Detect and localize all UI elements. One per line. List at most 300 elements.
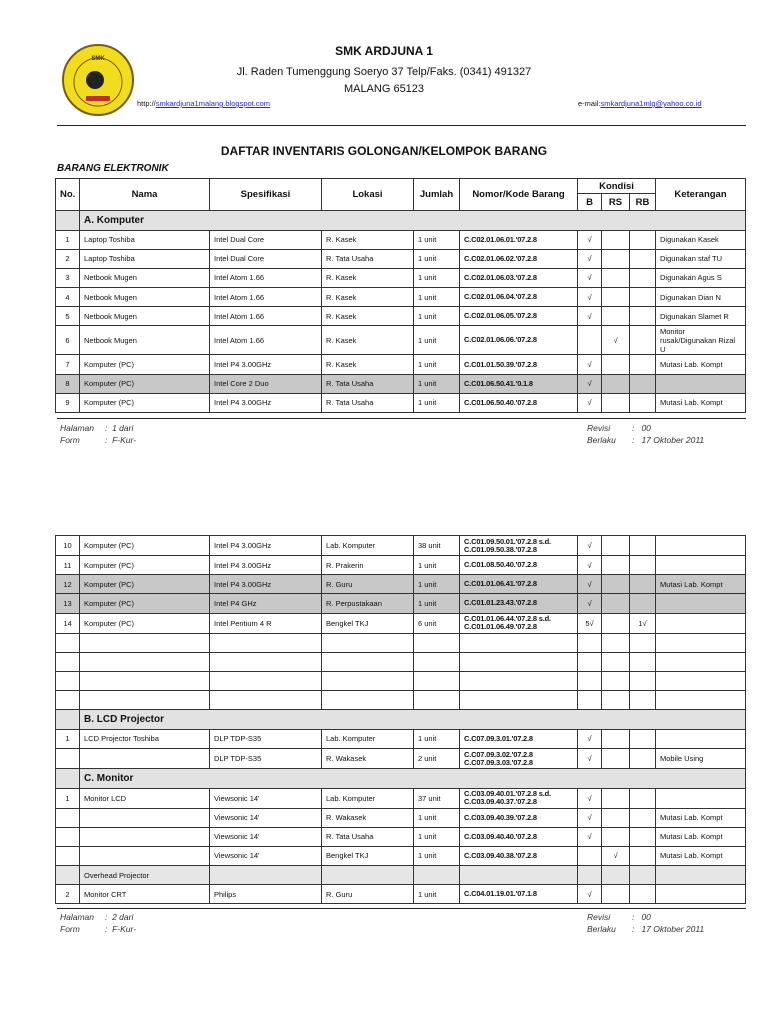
cell-lokasi: R. Wakasek	[322, 808, 414, 827]
cell-lokasi: R. Tata Usaha	[322, 249, 414, 268]
cell-spesifikasi: DLP TDP-S35	[210, 729, 322, 748]
cell-spesifikasi: Intel P4 3.00GHz	[210, 355, 322, 374]
cell-lokasi: R. Kasek	[322, 230, 414, 249]
cell-jumlah: 1 unit	[414, 249, 460, 268]
cell-kondisi-rs	[602, 788, 630, 808]
cell-kode: C.C07.09.3.02.'07.2.8 C.C07.09.3.03.'07.2.8	[460, 749, 578, 769]
cell-spesifikasi: Intel Atom 1.66	[210, 268, 322, 287]
cell-no: 1	[56, 788, 80, 808]
cell-jumlah: 1 unit	[414, 374, 460, 393]
cell-kondisi-b: 5√	[578, 613, 602, 633]
cell-no	[56, 827, 80, 846]
table-row	[56, 355, 746, 374]
cell-kondisi-rb	[630, 393, 656, 412]
cell-kondisi-b: √	[578, 575, 602, 594]
cell-lokasi: R. Tata Usaha	[322, 393, 414, 412]
cell-kondisi-rb	[630, 827, 656, 846]
section-label: B. LCD Projector	[80, 710, 746, 730]
col-jumlah: Jumlah	[414, 179, 460, 211]
cell-no	[56, 808, 80, 827]
cell-kondisi-rb	[630, 808, 656, 827]
section-header	[56, 211, 746, 231]
cell-nama: Monitor LCD	[80, 788, 210, 808]
cell-keterangan	[656, 652, 746, 671]
cell-kondisi-rb	[630, 671, 656, 690]
cell-jumlah: 1 unit	[414, 307, 460, 326]
table-row	[56, 230, 746, 249]
cell-kondisi-rb	[630, 691, 656, 710]
table-row	[56, 393, 746, 412]
cell-no: 14	[56, 613, 80, 633]
cell-nama	[80, 749, 210, 769]
cell-spesifikasi: Intel P4 3.00GHz	[210, 536, 322, 556]
section-label: A. Komputer	[80, 211, 746, 231]
cell-kondisi-rs	[602, 613, 630, 633]
cell-nama: Komputer (PC)	[80, 536, 210, 556]
cell-spesifikasi: Viewsonic 14'	[210, 846, 322, 865]
cell-spesifikasi: Viewsonic 14'	[210, 808, 322, 827]
cell-kondisi-rs	[602, 866, 630, 885]
cell-lokasi	[322, 633, 414, 652]
cell-jumlah: 1 unit	[414, 594, 460, 613]
website-link[interactable]: smkardjuna1malang.blogspot.com	[155, 99, 270, 108]
cell-lokasi	[322, 866, 414, 885]
cell-kode: C.C01.09.50.01.'07.2.8 s.d. C.C01.09.50.38.'07.2.8	[460, 536, 578, 556]
cell-spesifikasi: Intel P4 3.00GHz	[210, 575, 322, 594]
cell-kondisi-b: √	[578, 788, 602, 808]
cell-lokasi	[322, 691, 414, 710]
cell-spesifikasi: Viewsonic 14'	[210, 788, 322, 808]
cell-lokasi: R. Prakerin	[322, 556, 414, 575]
cell-kode: C.C01.06.50.41.'0.1.8	[460, 374, 578, 393]
cell-no	[56, 846, 80, 865]
cell-kode: C.C02.01.06.01.'07.2.8	[460, 230, 578, 249]
table-row	[56, 249, 746, 268]
cell-kondisi-rb	[630, 594, 656, 613]
cell-kondisi-b: √	[578, 230, 602, 249]
col-kode: Nomor/Kode Barang	[460, 179, 578, 211]
col-no: No.	[56, 179, 80, 211]
email-link[interactable]: smkardjuna1mlg@yahoo.co.id	[600, 99, 702, 108]
cell-spesifikasi	[210, 866, 322, 885]
cell-kondisi-rb	[630, 749, 656, 769]
cell-keterangan: Mutasi Lab. Kompt	[656, 827, 746, 846]
cell-kondisi-rs	[602, 355, 630, 374]
cell-kode: C.C01.01.23.43.'07.2.8	[460, 594, 578, 613]
cell-kode: C.C01.08.50.40.'07.2.8	[460, 556, 578, 575]
cell-nama	[80, 808, 210, 827]
section-header	[56, 769, 746, 789]
cell-lokasi: R. Guru	[322, 885, 414, 904]
table-row	[56, 374, 746, 393]
cell-keterangan	[656, 729, 746, 748]
table-row	[56, 575, 746, 594]
inventory-table-page-1	[55, 178, 746, 413]
cell-kondisi-rs	[602, 885, 630, 904]
cell-kode	[460, 633, 578, 652]
cell-kondisi-rs	[602, 749, 630, 769]
cell-kondisi-rb	[630, 288, 656, 307]
cell-kondisi-rs: √	[602, 846, 630, 865]
cell-kode: C.C04.01.19.01.'07.1.8	[460, 885, 578, 904]
cell-kondisi-rs	[602, 575, 630, 594]
cell-lokasi: R. Kasek	[322, 288, 414, 307]
cell-nama: Komputer (PC)	[80, 355, 210, 374]
cell-jumlah: 1 unit	[414, 846, 460, 865]
cell-kondisi-rs	[602, 249, 630, 268]
cell-kondisi-b	[578, 866, 602, 885]
footer-berlaku: Berlaku : 17 Oktober 2011	[587, 924, 705, 934]
cell-nama: Komputer (PC)	[80, 613, 210, 633]
cell-jumlah: 2 unit	[414, 749, 460, 769]
cell-kondisi-rb	[630, 556, 656, 575]
cell-nama: LCD Projector Toshiba	[80, 729, 210, 748]
cell-kondisi-rb	[630, 866, 656, 885]
cell-kode: C.C03.09.40.38.'07.2.8	[460, 846, 578, 865]
cell-nama	[80, 691, 210, 710]
cell-nama: Netbook Mugen	[80, 307, 210, 326]
col-nama: Nama	[80, 179, 210, 211]
cell-jumlah	[414, 652, 460, 671]
cell-lokasi: R. Kasek	[322, 355, 414, 374]
cell-spesifikasi: Intel Atom 1.66	[210, 288, 322, 307]
cell-nama: Komputer (PC)	[80, 594, 210, 613]
cell-kondisi-rb	[630, 326, 656, 355]
cell-lokasi: R. Kasek	[322, 268, 414, 287]
cell-lokasi: R. Tata Usaha	[322, 374, 414, 393]
cell-nama: Netbook Mugen	[80, 326, 210, 355]
cell-no	[56, 710, 80, 730]
cell-jumlah: 1 unit	[414, 827, 460, 846]
cell-no: 8	[56, 374, 80, 393]
table-row	[56, 633, 746, 652]
cell-nama: Laptop Toshiba	[80, 249, 210, 268]
cell-jumlah: 1 unit	[414, 230, 460, 249]
cell-kondisi-b: √	[578, 374, 602, 393]
cell-keterangan	[656, 613, 746, 633]
cell-jumlah: 6 unit	[414, 613, 460, 633]
cell-spesifikasi	[210, 691, 322, 710]
cell-kode: C.C01.01.06.44.'07.2.8 s.d. C.C01.01.06.49.'07.2.8	[460, 613, 578, 633]
cell-kondisi-b: √	[578, 556, 602, 575]
website	[137, 99, 270, 108]
table-row	[56, 866, 746, 885]
col-rb: RB	[630, 194, 656, 211]
cell-lokasi: Lab. Komputer	[322, 536, 414, 556]
cell-keterangan: Mutasi Lab. Kompt	[656, 808, 746, 827]
cell-nama: Komputer (PC)	[80, 374, 210, 393]
cell-kondisi-rb	[630, 355, 656, 374]
cell-kode: C.C01.01.50.39.'07.2.8	[460, 355, 578, 374]
cell-keterangan: Digunakan Dian N	[656, 288, 746, 307]
cell-lokasi: R. Kasek	[322, 326, 414, 355]
cell-kondisi-rs	[602, 808, 630, 827]
cell-lokasi: Bengkel TKJ	[322, 613, 414, 633]
cell-keterangan	[656, 556, 746, 575]
cell-kondisi-rs	[602, 230, 630, 249]
cell-jumlah: 1 unit	[414, 268, 460, 287]
cell-keterangan	[656, 788, 746, 808]
cell-keterangan	[656, 671, 746, 690]
table-row	[56, 885, 746, 904]
cell-no: 11	[56, 556, 80, 575]
table-row	[56, 268, 746, 287]
table-row	[56, 288, 746, 307]
cell-lokasi: Bengkel TKJ	[322, 846, 414, 865]
col-b: B	[578, 194, 602, 211]
cell-kondisi-rs	[602, 594, 630, 613]
footer-berlaku: Berlaku : 17 Oktober 2011	[587, 435, 705, 445]
cell-kondisi-b: √	[578, 393, 602, 412]
cell-kode: C.C02.01.06.06.'07.2.8	[460, 326, 578, 355]
cell-kondisi-b: √	[578, 594, 602, 613]
cell-no: 12	[56, 575, 80, 594]
cell-spesifikasi: Intel Atom 1.66	[210, 326, 322, 355]
cell-lokasi: R. Wakasek	[322, 749, 414, 769]
inventory-table-page-2	[55, 535, 746, 904]
cell-jumlah: 37 unit	[414, 788, 460, 808]
cell-kondisi-b	[578, 691, 602, 710]
cell-kondisi-b: √	[578, 288, 602, 307]
cell-kode: C.C03.09.40.40.'07.2.8	[460, 827, 578, 846]
cell-kondisi-rs	[602, 633, 630, 652]
table-row	[56, 808, 746, 827]
footer-divider	[57, 908, 746, 909]
cell-no: 4	[56, 288, 80, 307]
cell-no: 2	[56, 885, 80, 904]
cell-kode: C.C02.01.06.04.'07.2.8	[460, 288, 578, 307]
cell-nama: Netbook Mugen	[80, 288, 210, 307]
cell-no	[56, 749, 80, 769]
footer-divider	[57, 418, 746, 419]
category-subtitle: BARANG ELEKTRONIK	[57, 163, 169, 174]
cell-no: 3	[56, 268, 80, 287]
cell-lokasi	[322, 671, 414, 690]
cell-nama: Komputer (PC)	[80, 393, 210, 412]
cell-nama	[80, 671, 210, 690]
cell-keterangan: Mobile Using	[656, 749, 746, 769]
cell-kondisi-b	[578, 326, 602, 355]
cell-jumlah: 1 unit	[414, 575, 460, 594]
cell-no: 10	[56, 536, 80, 556]
col-rs: RS	[602, 194, 630, 211]
cell-kondisi-rb	[630, 307, 656, 326]
cell-jumlah: 38 unit	[414, 536, 460, 556]
cell-nama	[80, 652, 210, 671]
cell-kondisi-b: √	[578, 268, 602, 287]
document-title: DAFTAR INVENTARIS GOLONGAN/KELOMPOK BARANG	[220, 144, 548, 158]
cell-kondisi-rb	[630, 652, 656, 671]
cell-kode	[460, 691, 578, 710]
cell-kode	[460, 866, 578, 885]
cell-kondisi-rs	[602, 288, 630, 307]
cell-jumlah: 1 unit	[414, 288, 460, 307]
cell-kondisi-b: √	[578, 885, 602, 904]
cell-spesifikasi: Intel Dual Core	[210, 230, 322, 249]
cell-nama	[80, 846, 210, 865]
cell-no: 1	[56, 230, 80, 249]
cell-jumlah: 1 unit	[414, 355, 460, 374]
cell-nama: Laptop Toshiba	[80, 230, 210, 249]
col-spesifikasi: Spesifikasi	[210, 179, 322, 211]
cell-jumlah	[414, 633, 460, 652]
cell-jumlah: 1 unit	[414, 729, 460, 748]
cell-no: 9	[56, 393, 80, 412]
section-header	[56, 710, 746, 730]
table-row	[56, 652, 746, 671]
cell-spesifikasi: Intel Pentium 4 R	[210, 613, 322, 633]
footer-form: Form : F-Kur-	[60, 435, 137, 445]
col-kondisi: Kondisi	[578, 179, 656, 194]
cell-keterangan	[656, 633, 746, 652]
col-keterangan: Keterangan	[656, 179, 746, 211]
footer-revisi: Revisi : 00	[587, 423, 651, 433]
cell-kode: C.C02.01.06.02.'07.2.8	[460, 249, 578, 268]
cell-jumlah	[414, 866, 460, 885]
cell-no	[56, 633, 80, 652]
cell-lokasi: Lab. Komputer	[322, 788, 414, 808]
cell-kondisi-rb	[630, 249, 656, 268]
school-address: Jl. Raden Tumenggung Soeryo 37 Telp/Faks. (0341) 491327	[236, 66, 532, 78]
cell-kondisi-rs	[602, 374, 630, 393]
header-divider	[57, 125, 746, 126]
cell-nama: Netbook Mugen	[80, 268, 210, 287]
cell-jumlah: 1 unit	[414, 556, 460, 575]
cell-lokasi: R. Guru	[322, 575, 414, 594]
cell-kondisi-rs	[602, 268, 630, 287]
cell-spesifikasi: DLP TDP-S35	[210, 749, 322, 769]
svg-text:SMK: SMK	[91, 56, 105, 62]
section-label: C. Monitor	[80, 769, 746, 789]
cell-keterangan: Digunakan Slamet R	[656, 307, 746, 326]
school-city: MALANG 65123	[343, 83, 425, 95]
cell-kondisi-b	[578, 652, 602, 671]
cell-spesifikasi: Intel P4 3.00GHz	[210, 556, 322, 575]
cell-kondisi-rs	[602, 307, 630, 326]
cell-lokasi: Lab. Komputer	[322, 729, 414, 748]
cell-spesifikasi	[210, 633, 322, 652]
cell-kondisi-rb: 1√	[630, 613, 656, 633]
cell-kode: C.C03.09.40.01.'07.2.8 s.d. C.C03.09.40.37.'07.2.8	[460, 788, 578, 808]
cell-spesifikasi	[210, 652, 322, 671]
cell-nama: Komputer (PC)	[80, 556, 210, 575]
cell-kode: C.C02.01.06.03.'07.2.8	[460, 268, 578, 287]
cell-nama: Overhead Projector	[80, 866, 210, 885]
footer-revisi: Revisi : 00	[587, 912, 651, 922]
cell-kondisi-b: √	[578, 355, 602, 374]
cell-kondisi-rb	[630, 846, 656, 865]
table-row	[56, 846, 746, 865]
cell-spesifikasi	[210, 671, 322, 690]
cell-keterangan	[656, 374, 746, 393]
email-prefix: e-mail:	[578, 99, 601, 108]
cell-lokasi	[322, 652, 414, 671]
cell-spesifikasi: Intel Dual Core	[210, 249, 322, 268]
cell-nama: Komputer (PC)	[80, 575, 210, 594]
cell-jumlah: 1 unit	[414, 393, 460, 412]
cell-no	[56, 769, 80, 789]
cell-kondisi-b: √	[578, 827, 602, 846]
cell-keterangan: Digunakan Agus S	[656, 268, 746, 287]
table-row	[56, 556, 746, 575]
table-row	[56, 613, 746, 633]
footer-form: Form : F-Kur-	[60, 924, 137, 934]
cell-keterangan: Digunakan Kasek	[656, 230, 746, 249]
cell-spesifikasi: Intel Atom 1.66	[210, 307, 322, 326]
cell-jumlah	[414, 671, 460, 690]
cell-kondisi-b	[578, 671, 602, 690]
cell-spesifikasi: Intel Core 2 Duo	[210, 374, 322, 393]
cell-kondisi-rb	[630, 230, 656, 249]
table-row	[56, 729, 746, 748]
table-row	[56, 671, 746, 690]
cell-kondisi-rs	[602, 652, 630, 671]
cell-kondisi-b	[578, 633, 602, 652]
table-row	[56, 536, 746, 556]
cell-keterangan	[656, 536, 746, 556]
footer-halaman: Halaman : 2 dari	[60, 912, 134, 922]
cell-kondisi-rs: √	[602, 326, 630, 355]
cell-kode	[460, 671, 578, 690]
cell-kode: C.C02.01.06.05.'07.2.8	[460, 307, 578, 326]
web-prefix: http://	[137, 99, 156, 108]
cell-no: 7	[56, 355, 80, 374]
cell-keterangan	[656, 594, 746, 613]
cell-kondisi-rb	[630, 575, 656, 594]
cell-kode: C.C03.09.40.39.'07.2.8	[460, 808, 578, 827]
cell-keterangan	[656, 691, 746, 710]
cell-kondisi-rs	[602, 729, 630, 748]
cell-kondisi-b: √	[578, 729, 602, 748]
cell-kondisi-rb	[630, 788, 656, 808]
cell-kondisi-rb	[630, 729, 656, 748]
cell-no: 6	[56, 326, 80, 355]
table-row	[56, 788, 746, 808]
cell-no	[56, 691, 80, 710]
cell-kondisi-rb	[630, 268, 656, 287]
cell-no: 13	[56, 594, 80, 613]
cell-kode: C.C07.09.3.01.'07.2.8	[460, 729, 578, 748]
footer-halaman: Halaman : 1 dari	[60, 423, 134, 433]
cell-kondisi-rs	[602, 393, 630, 412]
cell-kondisi-rb	[630, 633, 656, 652]
cell-jumlah	[414, 691, 460, 710]
cell-lokasi: R. Perpustakaan	[322, 594, 414, 613]
cell-keterangan: Mutasi Lab. Kompt	[656, 846, 746, 865]
col-lokasi: Lokasi	[322, 179, 414, 211]
table-row	[56, 594, 746, 613]
cell-no: 2	[56, 249, 80, 268]
cell-kondisi-b: √	[578, 749, 602, 769]
cell-keterangan: Mutasi Lab. Kompt	[656, 393, 746, 412]
cell-no	[56, 671, 80, 690]
table-row	[56, 691, 746, 710]
cell-kondisi-rs	[602, 556, 630, 575]
cell-no	[56, 211, 80, 231]
cell-keterangan	[656, 866, 746, 885]
cell-kondisi-rs	[602, 691, 630, 710]
cell-kondisi-rs	[602, 536, 630, 556]
school-name: SMK ARDJUNA 1	[335, 44, 433, 58]
cell-keterangan: Mutasi Lab. Kompt	[656, 575, 746, 594]
cell-spesifikasi: Intel P4 3.00GHz	[210, 393, 322, 412]
cell-no	[56, 652, 80, 671]
table-row	[56, 749, 746, 769]
cell-kondisi-rb	[630, 536, 656, 556]
table-row	[56, 326, 746, 355]
cell-kondisi-b: √	[578, 536, 602, 556]
cell-keterangan	[656, 885, 746, 904]
